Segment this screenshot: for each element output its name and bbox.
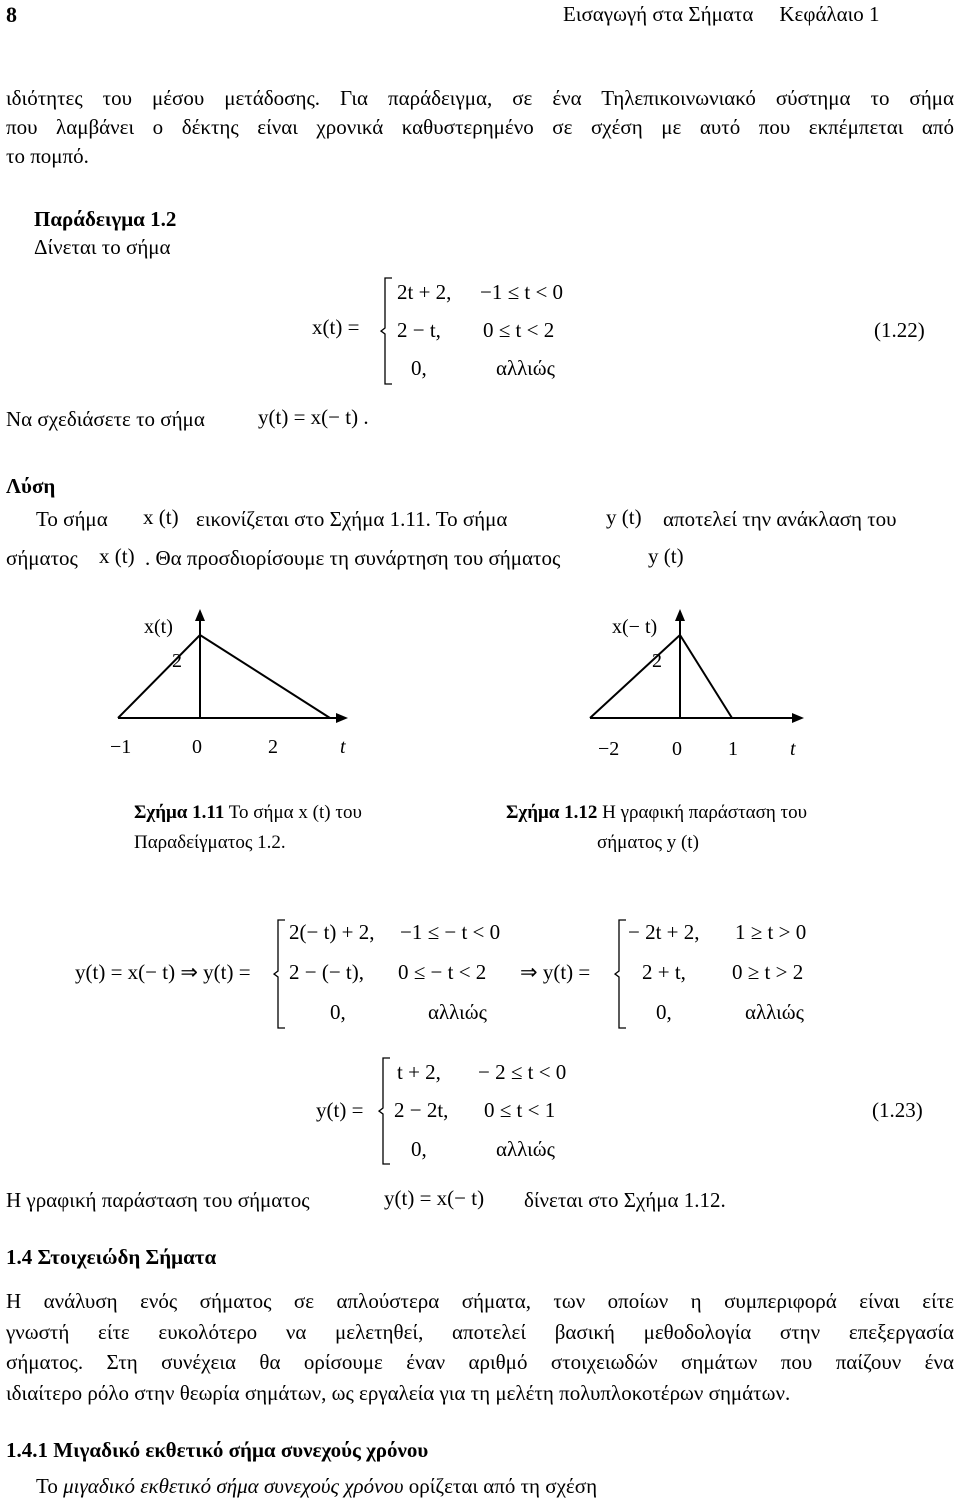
eq-1-22-number: (1.22)	[874, 318, 925, 342]
fig-1-11-x-arrow	[336, 713, 348, 723]
eq-1-22-brace	[380, 276, 394, 386]
figure-1-11	[100, 605, 380, 780]
eq-1-22-row-2-expr: 2 − t,	[397, 318, 441, 342]
solution-line-1-a: Το σήμα	[36, 507, 108, 531]
fig-1-11-tick-2: 0	[192, 736, 202, 758]
example-given: Δίνεται το σήμα	[34, 235, 171, 259]
fig-1-12-tick-1: −2	[598, 738, 620, 760]
figure-1-12-caption	[506, 800, 807, 826]
eq-1-23-lhs: y(t) =	[316, 1098, 364, 1122]
fig-1-12-x-arrow	[792, 713, 804, 723]
conclusion-text-a: Η γραφική παράσταση του σήματος	[6, 1188, 310, 1212]
derivation-2-row-2-expr: 2 + t,	[642, 960, 686, 984]
eq-1-23-number: (1.23)	[872, 1098, 923, 1122]
section-1-4-title: 1.4 Στοιχειώδη Σήματα	[6, 1245, 217, 1269]
solution-line-1-b: εικονίζεται στο Σχήμα 1.11. Το σήμα	[196, 507, 508, 531]
derivation-1-row-3-expr: 0,	[330, 1000, 346, 1024]
figure-1-12	[560, 605, 840, 780]
example-title: Παράδειγμα 1.2	[34, 207, 177, 231]
fig-1-11-caption-math: x (t)	[298, 802, 331, 823]
fig-1-11-tick-3: 2	[268, 736, 278, 758]
derivation-implies: ⇒ y(t) =	[520, 960, 591, 984]
fig-1-12-caption-math: y (t)	[666, 832, 699, 853]
intro-line-1: ιδιότητες του μέσου μετάδοσης. Για παράδειγμα, σε ένα Τηλεπικοινωνιακό σύστημα το σήμα	[6, 86, 954, 110]
chapter-label: Κεφάλαιο 1	[779, 2, 880, 26]
derivation-brace-1	[273, 918, 287, 1030]
fig-1-12-caption-text-b: σήματος	[597, 832, 662, 853]
conclusion-text-b: δίνεται στο Σχήμα 1.12.	[524, 1188, 726, 1212]
derivation-2-row-1-expr: − 2t + 2,	[628, 920, 700, 944]
section-1-4-1-text-a: Το	[36, 1474, 58, 1498]
fig-1-11-x-label: t	[340, 736, 346, 758]
solution-line-2-b: . Θα προσδιορίσουμε τη συνάρτηση του σήματος	[145, 546, 561, 570]
solution-title: Λύση	[6, 474, 56, 498]
intro-line-2: που λαμβάνει ο δέκτης είναι χρονικά καθυστερημένο σε σχέση με αυτό που εκπέμπεται από	[6, 115, 954, 139]
section-1-4-line-1: Η ανάλυση ενός σήματος σε απλούστερα σήματα, των οποίων η συμπεριφορά είναι είτε	[6, 1289, 954, 1313]
fig-1-12-y-label: x(− t)	[612, 616, 658, 638]
section-1-4-1-title: 1.4.1 Μιγαδικό εκθετικό σήμα συνεχούς χρόνου	[6, 1438, 429, 1462]
solution-line-2-a: σήματος	[6, 546, 78, 570]
fig-1-12-caption-label: Σχήμα 1.12	[506, 802, 598, 823]
figure-1-12-caption-line-2	[597, 830, 699, 856]
derivation-2-row-2-cond: 0 ≥ t > 2	[732, 960, 804, 984]
solution-line-1-math-2: y (t)	[606, 505, 642, 529]
eq-1-22-lhs: x(t) =	[312, 315, 360, 339]
eq-1-22-row-1-cond: −1 ≤ t < 0	[480, 280, 564, 304]
fig-1-12-caption-text-a: Η γραφική παράσταση του	[602, 802, 808, 823]
fig-1-12-tick-3: 1	[728, 738, 738, 760]
solution-line-2-math-1: x (t)	[99, 544, 135, 568]
derivation-lhs: y(t) = x(− t) ⇒ y(t) =	[75, 960, 251, 984]
example-task: Να σχεδιάσετε το σήμα	[6, 407, 205, 431]
section-1-4-1-emphasis: μιγαδικό εκθετικό σήμα συνεχούς χρόνου	[63, 1474, 404, 1498]
solution-line-1-math-1: x (t)	[143, 505, 179, 529]
derivation-2-row-1-cond: 1 ≥ t > 0	[735, 920, 807, 944]
fig-1-12-x-label: t	[790, 738, 796, 760]
eq-1-22-row-1-expr: 2t + 2,	[397, 280, 452, 304]
derivation-1-row-3-cond: αλλιώς	[428, 1000, 487, 1024]
fig-1-11-signal	[118, 635, 330, 718]
intro-line-3: το πομπό.	[6, 144, 89, 168]
eq-1-23-row-1-expr: t + 2,	[397, 1060, 441, 1084]
figure-1-11-caption	[134, 800, 362, 826]
derivation-brace-2	[614, 918, 628, 1030]
section-1-4-1-text-b: ορίζεται από τη σχέση	[408, 1474, 598, 1498]
derivation-1-row-2-cond: 0 ≤ − t < 2	[398, 960, 487, 984]
fig-1-11-tick-1: −1	[110, 736, 132, 758]
section-1-4-line-3: σήματος. Στη συνέχεια θα ορίσουμε έναν αριθμό στοιχειωδών σημάτων που παίζουν ένα	[6, 1350, 954, 1374]
solution-line-1-c: αποτελεί την ανάκλαση του	[663, 507, 897, 531]
eq-1-23-row-2-expr: 2 − 2t,	[394, 1098, 449, 1122]
fig-1-12-signal	[590, 635, 732, 718]
eq-1-22-row-3-cond: αλλιώς	[496, 356, 555, 380]
eq-1-23-row-3-expr: 0,	[411, 1137, 427, 1161]
derivation-1-row-1-expr: 2(− t) + 2,	[289, 920, 375, 944]
page-number: 8	[6, 2, 17, 27]
eq-1-23-row-3-cond: αλλιώς	[496, 1137, 555, 1161]
section-1-4-line-4: ιδιαίτερο ρόλο στην θεωρία σημάτων, ως εργαλεία για τη μελέτη πολυπλοκοτέρων σημάτων.	[6, 1381, 791, 1405]
eq-1-23-row-2-cond: 0 ≤ t < 1	[484, 1098, 556, 1122]
conclusion-formula: y(t) = x(− t)	[384, 1186, 485, 1210]
section-1-4-line-2: γνωστή είτε ευκολότερο να μελετηθεί, αποτελεί βασική μεθοδολογία στην επεξεργασία	[6, 1320, 954, 1344]
fig-1-12-tick-2: 0	[672, 738, 682, 760]
eq-1-23-row-1-cond: − 2 ≤ t < 0	[478, 1060, 567, 1084]
fig-1-11-caption-label: Σχήμα 1.11	[134, 802, 225, 823]
solution-line-2-math-2: y (t)	[648, 544, 684, 568]
figure-1-11-caption-line-2: Παραδείγματος 1.2.	[134, 832, 286, 853]
derivation-2-row-3-cond: αλλιώς	[745, 1000, 804, 1024]
fig-1-11-caption-text-a: Το σήμα	[228, 802, 294, 823]
fig-1-11-y-label: x(t)	[144, 616, 173, 638]
eq-1-23-brace	[378, 1056, 392, 1166]
fig-1-11-y-arrow	[195, 609, 205, 621]
fig-1-11-caption-text-b: του	[335, 802, 362, 823]
eq-1-22-row-2-cond: 0 ≤ t < 2	[483, 318, 555, 342]
fig-1-12-peak-label: 2	[652, 650, 662, 672]
derivation-2-row-3-expr: 0,	[656, 1000, 672, 1024]
eq-1-22-row-3-expr: 0,	[411, 356, 427, 380]
example-task-formula: y(t) = x(− t) .	[258, 405, 369, 429]
section-1-4-1-line	[36, 1472, 597, 1501]
fig-1-11-peak-label: 2	[172, 650, 182, 672]
running-title	[563, 0, 880, 29]
derivation-1-row-2-expr: 2 − (− t),	[289, 960, 365, 984]
derivation-1-row-1-cond: −1 ≤ − t < 0	[400, 920, 501, 944]
fig-1-12-y-arrow	[675, 609, 685, 621]
book-title: Εισαγωγή στα Σήματα	[563, 2, 754, 26]
